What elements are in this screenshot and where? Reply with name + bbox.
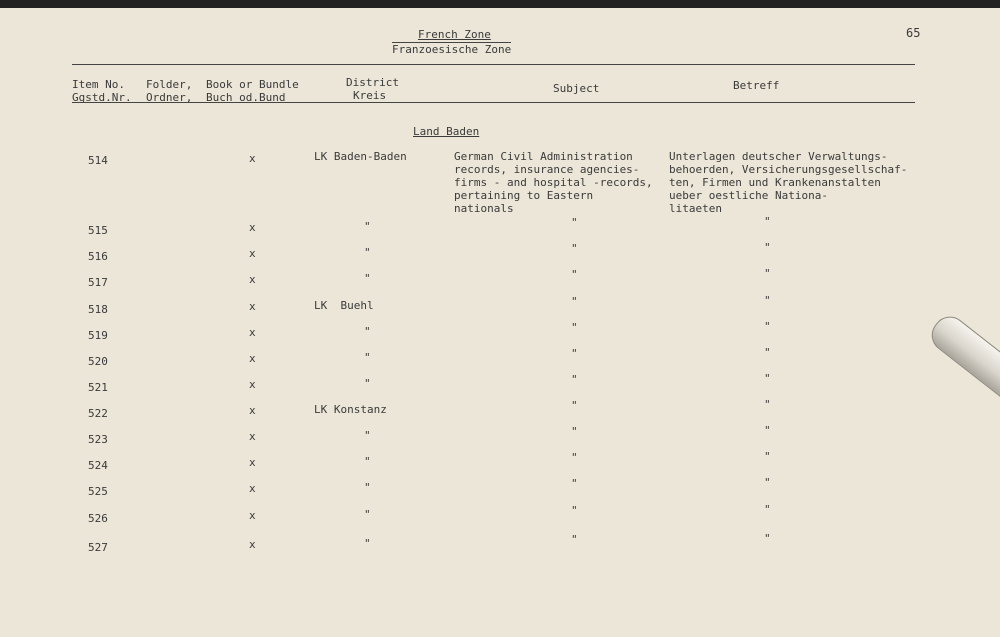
pen-tip-overlay: [925, 310, 1000, 407]
betreff-cell: ": [764, 476, 771, 489]
item-number: 519: [88, 329, 108, 342]
district-cell: ": [364, 508, 371, 521]
subject-cell: ": [571, 533, 578, 546]
betreff-line: ueber oestliche Nationa-: [669, 189, 828, 202]
item-number: 520: [88, 355, 108, 368]
folder-mark: x: [249, 273, 256, 286]
item-number: 524: [88, 459, 108, 472]
district-cell: ": [364, 481, 371, 494]
subject-line: records, insurance agencies-: [454, 163, 640, 176]
item-number: 527: [88, 541, 108, 554]
col-book-en: Book or Bundle: [206, 78, 299, 91]
item-number: 523: [88, 433, 108, 446]
district-cell: ": [364, 220, 371, 233]
subject-cell: ": [571, 477, 578, 490]
document-page: [0, 8, 1000, 637]
betreff-cell: ": [764, 294, 771, 307]
betreff-line: litaeten: [669, 202, 722, 215]
folder-mark: x: [249, 482, 256, 495]
folder-mark: x: [249, 404, 256, 417]
subject-cell: ": [571, 373, 578, 386]
subject-cell: ": [571, 399, 578, 412]
folder-mark: x: [249, 300, 256, 313]
folder-mark: x: [249, 430, 256, 443]
subject-line: firms - and hospital -records,: [454, 176, 653, 189]
district-cell: ": [364, 246, 371, 259]
subject-cell: ": [571, 216, 578, 229]
header-rule-top: [72, 64, 915, 65]
betreff-line: ten, Firmen und Krankenanstalten: [669, 176, 881, 189]
district-cell: LK Konstanz: [314, 403, 387, 416]
betreff-cell: ": [764, 450, 771, 463]
item-number: 515: [88, 224, 108, 237]
folder-mark: x: [249, 326, 256, 339]
betreff-cell: ": [764, 372, 771, 385]
district-cell: LK Buehl: [314, 299, 374, 312]
subject-line: German Civil Administration: [454, 150, 633, 163]
subject-cell: ": [571, 295, 578, 308]
header-rule-bottom: [72, 102, 915, 103]
betreff-cell: ": [764, 398, 771, 411]
betreff-cell: ": [764, 424, 771, 437]
subject-cell: ": [571, 451, 578, 464]
betreff-cell: ": [764, 346, 771, 359]
item-number: 521: [88, 381, 108, 394]
section-title: Land Baden: [413, 125, 480, 138]
zone-title-de: Franzoesische Zone: [392, 43, 512, 56]
subject-cell: ": [571, 242, 578, 255]
district-cell: ": [364, 429, 371, 442]
betreff-line: behoerden, Versicherungsgesellschaf-: [669, 163, 908, 176]
betreff-cell: ": [764, 503, 771, 516]
district-cell: ": [364, 537, 371, 550]
subject-cell: ": [571, 268, 578, 281]
betreff-line: Unterlagen deutscher Verwaltungs-: [669, 150, 888, 163]
betreff-cell: ": [764, 532, 771, 545]
district-cell: LK Baden-Baden: [314, 150, 407, 163]
folder-mark: x: [249, 509, 256, 522]
district-cell: ": [364, 455, 371, 468]
subject-cell: ": [571, 347, 578, 360]
zone-title-en: French Zone: [418, 28, 491, 41]
item-number: 514: [88, 154, 108, 167]
folder-mark: x: [249, 152, 256, 165]
item-number: 517: [88, 276, 108, 289]
subject-line: nationals: [454, 202, 514, 215]
betreff-cell: ": [764, 215, 771, 228]
col-item-en: Item No.: [72, 78, 125, 91]
col-district-de: Kreis: [353, 89, 387, 102]
item-number: 526: [88, 512, 108, 525]
item-number: 518: [88, 303, 108, 316]
col-district-en: District: [346, 76, 399, 89]
page-number: 65: [906, 26, 921, 40]
item-number: 522: [88, 407, 108, 420]
district-cell: ": [364, 377, 371, 390]
folder-mark: x: [249, 221, 256, 234]
subject-cell: ": [571, 425, 578, 438]
folder-mark: x: [249, 247, 256, 260]
betreff-cell: ": [764, 241, 771, 254]
col-betreff: Betreff: [733, 79, 780, 92]
col-subject: Subject: [553, 82, 600, 95]
district-cell: ": [364, 272, 371, 285]
col-folder-en: Folder,: [146, 78, 193, 91]
district-cell: ": [364, 325, 371, 338]
subject-cell: ": [571, 504, 578, 517]
subject-cell: ": [571, 321, 578, 334]
col-item-de: Ggstd.Nr.: [72, 91, 132, 104]
folder-mark: x: [249, 352, 256, 365]
subject-line: pertaining to Eastern: [454, 189, 594, 202]
folder-mark: x: [249, 456, 256, 469]
betreff-cell: ": [764, 320, 771, 333]
folder-mark: x: [249, 378, 256, 391]
col-folder-de: Ordner,: [146, 91, 193, 104]
col-book-de: Buch od.Bund: [206, 91, 286, 104]
item-number: 525: [88, 485, 108, 498]
item-number: 516: [88, 250, 108, 263]
district-cell: ": [364, 351, 371, 364]
folder-mark: x: [249, 538, 256, 551]
betreff-cell: ": [764, 267, 771, 280]
